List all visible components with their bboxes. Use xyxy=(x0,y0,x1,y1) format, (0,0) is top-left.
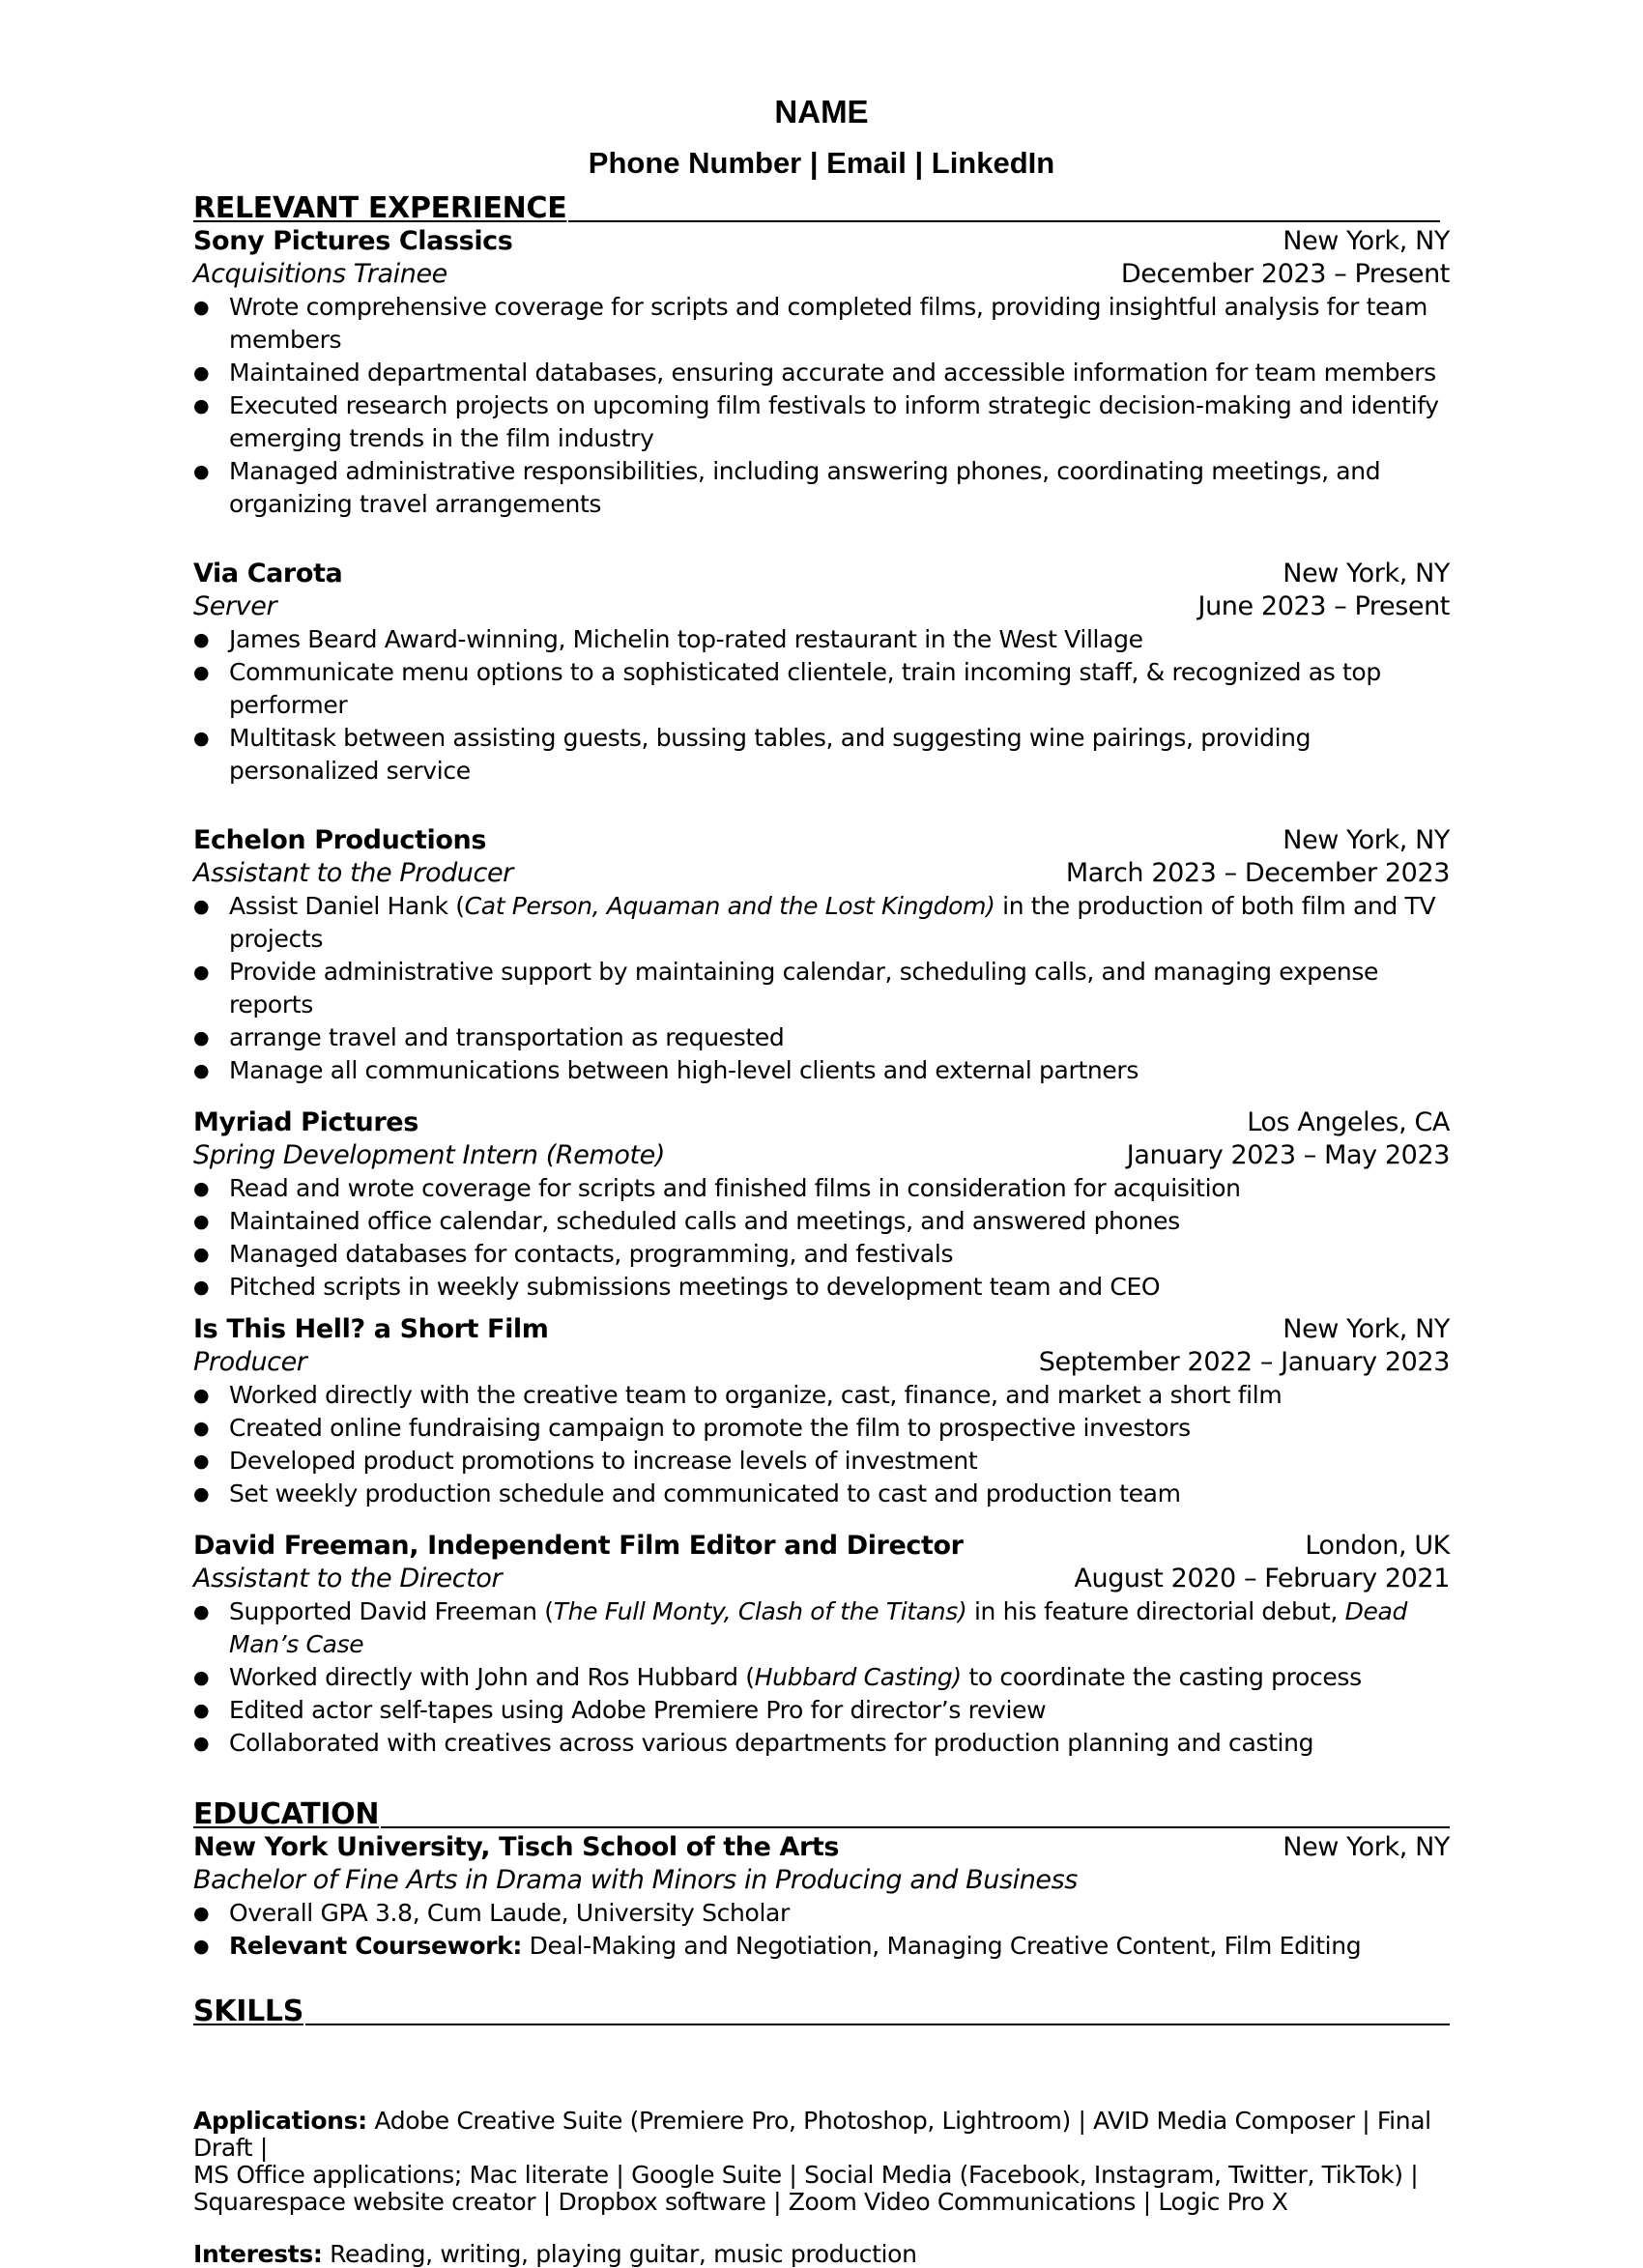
job-entry xyxy=(193,824,1450,1087)
job-bullets xyxy=(193,623,1450,788)
bullet-item: ● Collaborated with creatives across various departments for production planning and casting xyxy=(193,1727,1450,1760)
section-title-skills xyxy=(193,1995,1450,2028)
job-dates: June 2023 – Present xyxy=(1197,591,1450,621)
job-dates: December 2023 – Present xyxy=(1120,259,1450,289)
job-bullets xyxy=(193,291,1450,521)
job-entry xyxy=(193,1530,1450,1760)
bullet-item: ● Relevant Coursework: Deal-Making and Negotiation, Managing Creative Content, Film Editing xyxy=(193,1930,1450,1963)
contact-line: Phone Number | Email | LinkedIn xyxy=(588,146,1055,180)
job-bullets xyxy=(193,890,1450,1087)
job-dates: September 2022 – January 2023 xyxy=(1038,1347,1450,1377)
job-role: Acquisitions Trainee xyxy=(193,259,447,289)
bullet-item: ● Multitask between assisting guests, bussing tables, and suggesting wine pairings, providing personalized service xyxy=(193,722,1450,788)
bullet-item: ● arrange travel and transportation as requested xyxy=(193,1021,1450,1054)
bullet-item: ● Executed research projects on upcoming film festivals to inform strategic decision-making and identify emerging trends in the film industry xyxy=(193,389,1450,455)
bullet-item: ● Read and wrote coverage for scripts and finished films in consideration for acquisition xyxy=(193,1172,1450,1205)
bullet-item: ● Edited actor self-tapes using Adobe Premiere Pro for director’s review xyxy=(193,1694,1450,1727)
job-location: New York, NY xyxy=(1283,1314,1450,1344)
school-name: New York University, Tisch School of the Arts xyxy=(193,1832,840,1862)
job-org: Via Carota xyxy=(193,559,343,589)
bullet-item: ● Manage all communications between high-level clients and external partners xyxy=(193,1054,1450,1087)
job-location: London, UK xyxy=(1305,1531,1450,1561)
section-title-text: EDUCATION xyxy=(193,1797,380,1831)
job-location: New York, NY xyxy=(1283,825,1450,855)
skills-label: Applications: xyxy=(193,2107,367,2135)
bullet-item: ● Developed product promotions to increase levels of investment xyxy=(193,1445,1450,1478)
section-title-text: SKILLS xyxy=(193,1995,304,2028)
section-rule xyxy=(305,2024,1450,2025)
job-location: New York, NY xyxy=(1283,559,1450,589)
job-org: Myriad Pictures xyxy=(193,1107,418,1137)
bullet-item: ● Maintained departmental databases, ensuring accurate and accessible information for team members xyxy=(193,357,1450,389)
degree: Bachelor of Fine Arts in Drama with Minors in Producing and Business xyxy=(193,1865,1078,1895)
resume-name: NAME xyxy=(774,94,869,129)
section-title-text: RELEVANT EXPERIENCE xyxy=(193,191,567,225)
bullet-item: ● Communicate menu options to a sophisticated clientele, train incoming staff, & recognized as top performer xyxy=(193,656,1450,722)
section-title-education xyxy=(193,1798,1450,1831)
job-role: Producer xyxy=(193,1347,307,1377)
job-dates: March 2023 – December 2023 xyxy=(1065,858,1450,888)
section-rule xyxy=(381,1826,1450,1828)
bullet-item: ● Supported David Freeman (The Full Monty, Clash of the Titans) in his feature directorial debut, Dead Man’s Case xyxy=(193,1595,1450,1661)
bullet-item: ● Managed administrative responsibilities, including answering phones, coordinating meetings, and organizing travel arrangements xyxy=(193,455,1450,521)
job-entry xyxy=(193,1313,1450,1510)
job-dates: January 2023 – May 2023 xyxy=(1126,1140,1450,1170)
bullet-item: ● Maintained office calendar, scheduled calls and meetings, and answered phones xyxy=(193,1205,1450,1238)
job-location: Los Angeles, CA xyxy=(1247,1107,1450,1137)
education-bullets xyxy=(193,1897,1450,1963)
job-entry xyxy=(193,1106,1450,1304)
job-location: New York, NY xyxy=(1283,226,1450,256)
school-location: New York, NY xyxy=(1283,1832,1450,1862)
resume-page xyxy=(193,93,1450,2268)
interests-label: Interests: xyxy=(193,2240,323,2268)
section-rule xyxy=(568,220,1440,222)
bullet-item: ● Provide administrative support by maintaining calendar, scheduling calls, and managing expense reports xyxy=(193,956,1450,1021)
job-role: Assistant to the Director xyxy=(193,1564,503,1593)
bullet-item: ● Pitched scripts in weekly submissions meetings to development team and CEO xyxy=(193,1271,1450,1304)
skills-applications: Applications: Adobe Creative Suite (Premiere Pro, Photoshop, Lightroom) | AVID Media Composer | Final Draft | MS Office applications; Mac literate | Google Suite | Social Media (Facebook, Instagram, Twitter, TikTok) | Squarespace website creator | Dropbox software | Zoom Video Communications | Logic Pro X xyxy=(193,2107,1431,2216)
job-org: Echelon Productions xyxy=(193,825,487,855)
skills-interests: Interests: Reading, writing, playing guitar, music production xyxy=(193,2240,917,2268)
job-role: Assistant to the Producer xyxy=(193,858,513,888)
bullet-item: ● Created online fundraising campaign to promote the film to prospective investors xyxy=(193,1412,1450,1445)
section-title-experience xyxy=(193,192,1440,225)
job-role: Spring Development Intern (Remote) xyxy=(193,1140,665,1170)
job-entry xyxy=(193,225,1450,521)
job-org: Is This Hell? a Short Film xyxy=(193,1314,549,1344)
job-dates: August 2020 – February 2021 xyxy=(1074,1564,1450,1593)
job-org: Sony Pictures Classics xyxy=(193,226,513,256)
bullet-item: ● Worked directly with John and Ros Hubbard (Hubbard Casting) to coordinate the casting process xyxy=(193,1661,1450,1694)
bullet-item: ● James Beard Award-winning, Michelin top-rated restaurant in the West Village xyxy=(193,623,1450,656)
job-org: David Freeman, Independent Film Editor and Director xyxy=(193,1531,964,1561)
job-bullets xyxy=(193,1379,1450,1510)
education-entry xyxy=(193,1831,1450,1963)
job-entry xyxy=(193,558,1450,788)
job-bullets xyxy=(193,1172,1450,1304)
bullet-item: ● Wrote comprehensive coverage for scripts and completed films, providing insightful analysis for team members xyxy=(193,291,1450,357)
bullet-item: ● Managed databases for contacts, programming, and festivals xyxy=(193,1238,1450,1271)
bullet-item: ● Worked directly with the creative team to organize, cast, finance, and market a short film xyxy=(193,1379,1450,1412)
bullet-item: ● Assist Daniel Hank (Cat Person, Aquaman and the Lost Kingdom) in the production of both film and TV projects xyxy=(193,890,1450,956)
job-role: Server xyxy=(193,591,277,621)
bullet-item: ● Set weekly production schedule and communicated to cast and production team xyxy=(193,1478,1450,1510)
job-bullets xyxy=(193,1595,1450,1760)
bullet-item: ● Overall GPA 3.8, Cum Laude, University Scholar xyxy=(193,1897,1450,1930)
